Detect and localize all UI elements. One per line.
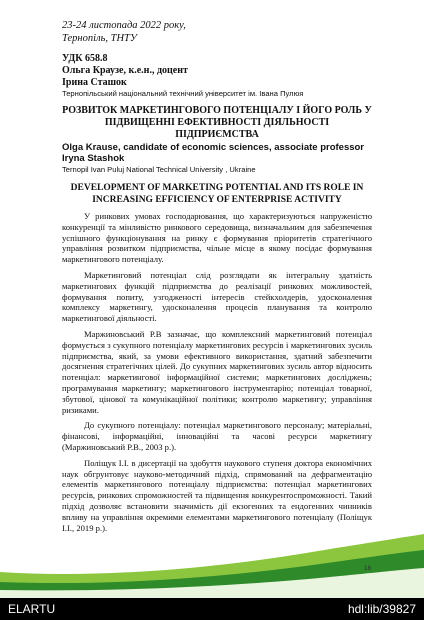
conference-place: Тернопіль, ТНТУ	[62, 33, 137, 44]
conference-header	[62, 19, 186, 45]
paragraph: У ринкових умовах господарювання, що характеризуються напруженістю конкуренції та мінливістю ринкового середовища, визначальним для забезпечення успішного функціонування на ринку є формування пріоритетів стратегічного управління розвитком підприємства, чільне місце в якому посідає формування маркетингового потенціалу.	[62, 211, 372, 265]
authors-en	[62, 142, 364, 164]
title-ua: РОЗВИТОК МАРКЕТИНГОВОГО ПОТЕНЦІАЛУ І ЙОГО РОЛЬ У ПІДВИЩЕННІ ЕФЕКТИВНОСТІ ДІЯЛЬНОСТІ ПІДПРИЄМСТВА	[62, 105, 372, 140]
handle-id: hdl:lib/39827	[347, 602, 416, 616]
conference-date: 23-24 листопада 2022 року,	[62, 20, 186, 31]
affiliation-en: Ternopil Ivan Puluj National Technical University , Ukraine	[62, 165, 256, 174]
paragraph: Маркетинговий потенціал слід розглядати як інтегральну здатність маркетингових функцій підприємства до реалізації ринкових можливостей, формування попиту, узгодженості інтересів стейкхолдерів, удосконалення комплексу маркетингу, удосконалення процесів планування та контролю маркетингової діяльності.	[62, 269, 372, 324]
author-1-ua: Ольга Краузе, к.е.н., доцент	[62, 65, 188, 76]
paragraph: Маржиновський Р.В зазначає, що комплексний маркетинговий потенціал формується з сукупного потенціалу маркетингових ресурсів і маркетингових зусиль підприємства, який, за умови ефективного використання, здатний забезпечити досягнення стратегічних цілей. До сукупних маркетингових зусиль автор відносить потенціал: маркетингової інформаційної системи; маркетингових досліджень; програмування маркетингу; маркетингового інструментарію; потенціал товарної, збутової, цінової та комунікаційної політики; контролю маркетингу; управління ризиками.	[62, 328, 372, 415]
udk-code: УДК 658.8	[62, 53, 108, 64]
green-wave-decoration	[0, 520, 424, 598]
author-2-en: Iryna Stashok	[62, 153, 125, 164]
paragraph: Поліщук І.І. в дисертації на здобуття наукового ступеня доктора економічних наук обгрунтовує науково-методичний підхід, спрямований на дефрагментацію елементів маркетингового потенціалу підприємства: потенціал маркетингових ресурсів, ринкових спроможностей та підвищення конкурентоспроможності. Такий підхід дозволяє встановити значимість дії екзогенних та ендогенних чинників впливу на управління окремими елементами маркетингового потенціалу (Поліщук І.І., 2019 р.).	[62, 457, 372, 533]
authors-ua	[62, 65, 188, 89]
body-text	[62, 211, 372, 538]
paragraph: До сукупного потенціалу: потенціал маркетингового персоналу; матеріальні, фінансові, інформаційні, інноваційні та часові ресурси маркетингу (Маржиновський Р.В., 2003 р.).	[62, 420, 372, 452]
title-en: DEVELOPMENT OF MARKETING POTENTIAL AND ITS ROLE IN INCREASING EFFICIENCY OF ENTERPRISE ACTIVITY	[70, 183, 364, 205]
footer-bar	[0, 598, 424, 620]
author-1-en: Olga Krause, candidate of economic sciences, associate professor	[62, 142, 365, 153]
page-number: 16	[364, 565, 372, 572]
author-2-ua: Ірина Сташок	[62, 77, 127, 88]
repository-name: ELARTU	[8, 602, 56, 616]
affiliation-ua: Тернопільський національний технічний університет ім. Івана Пулюя	[62, 89, 304, 98]
